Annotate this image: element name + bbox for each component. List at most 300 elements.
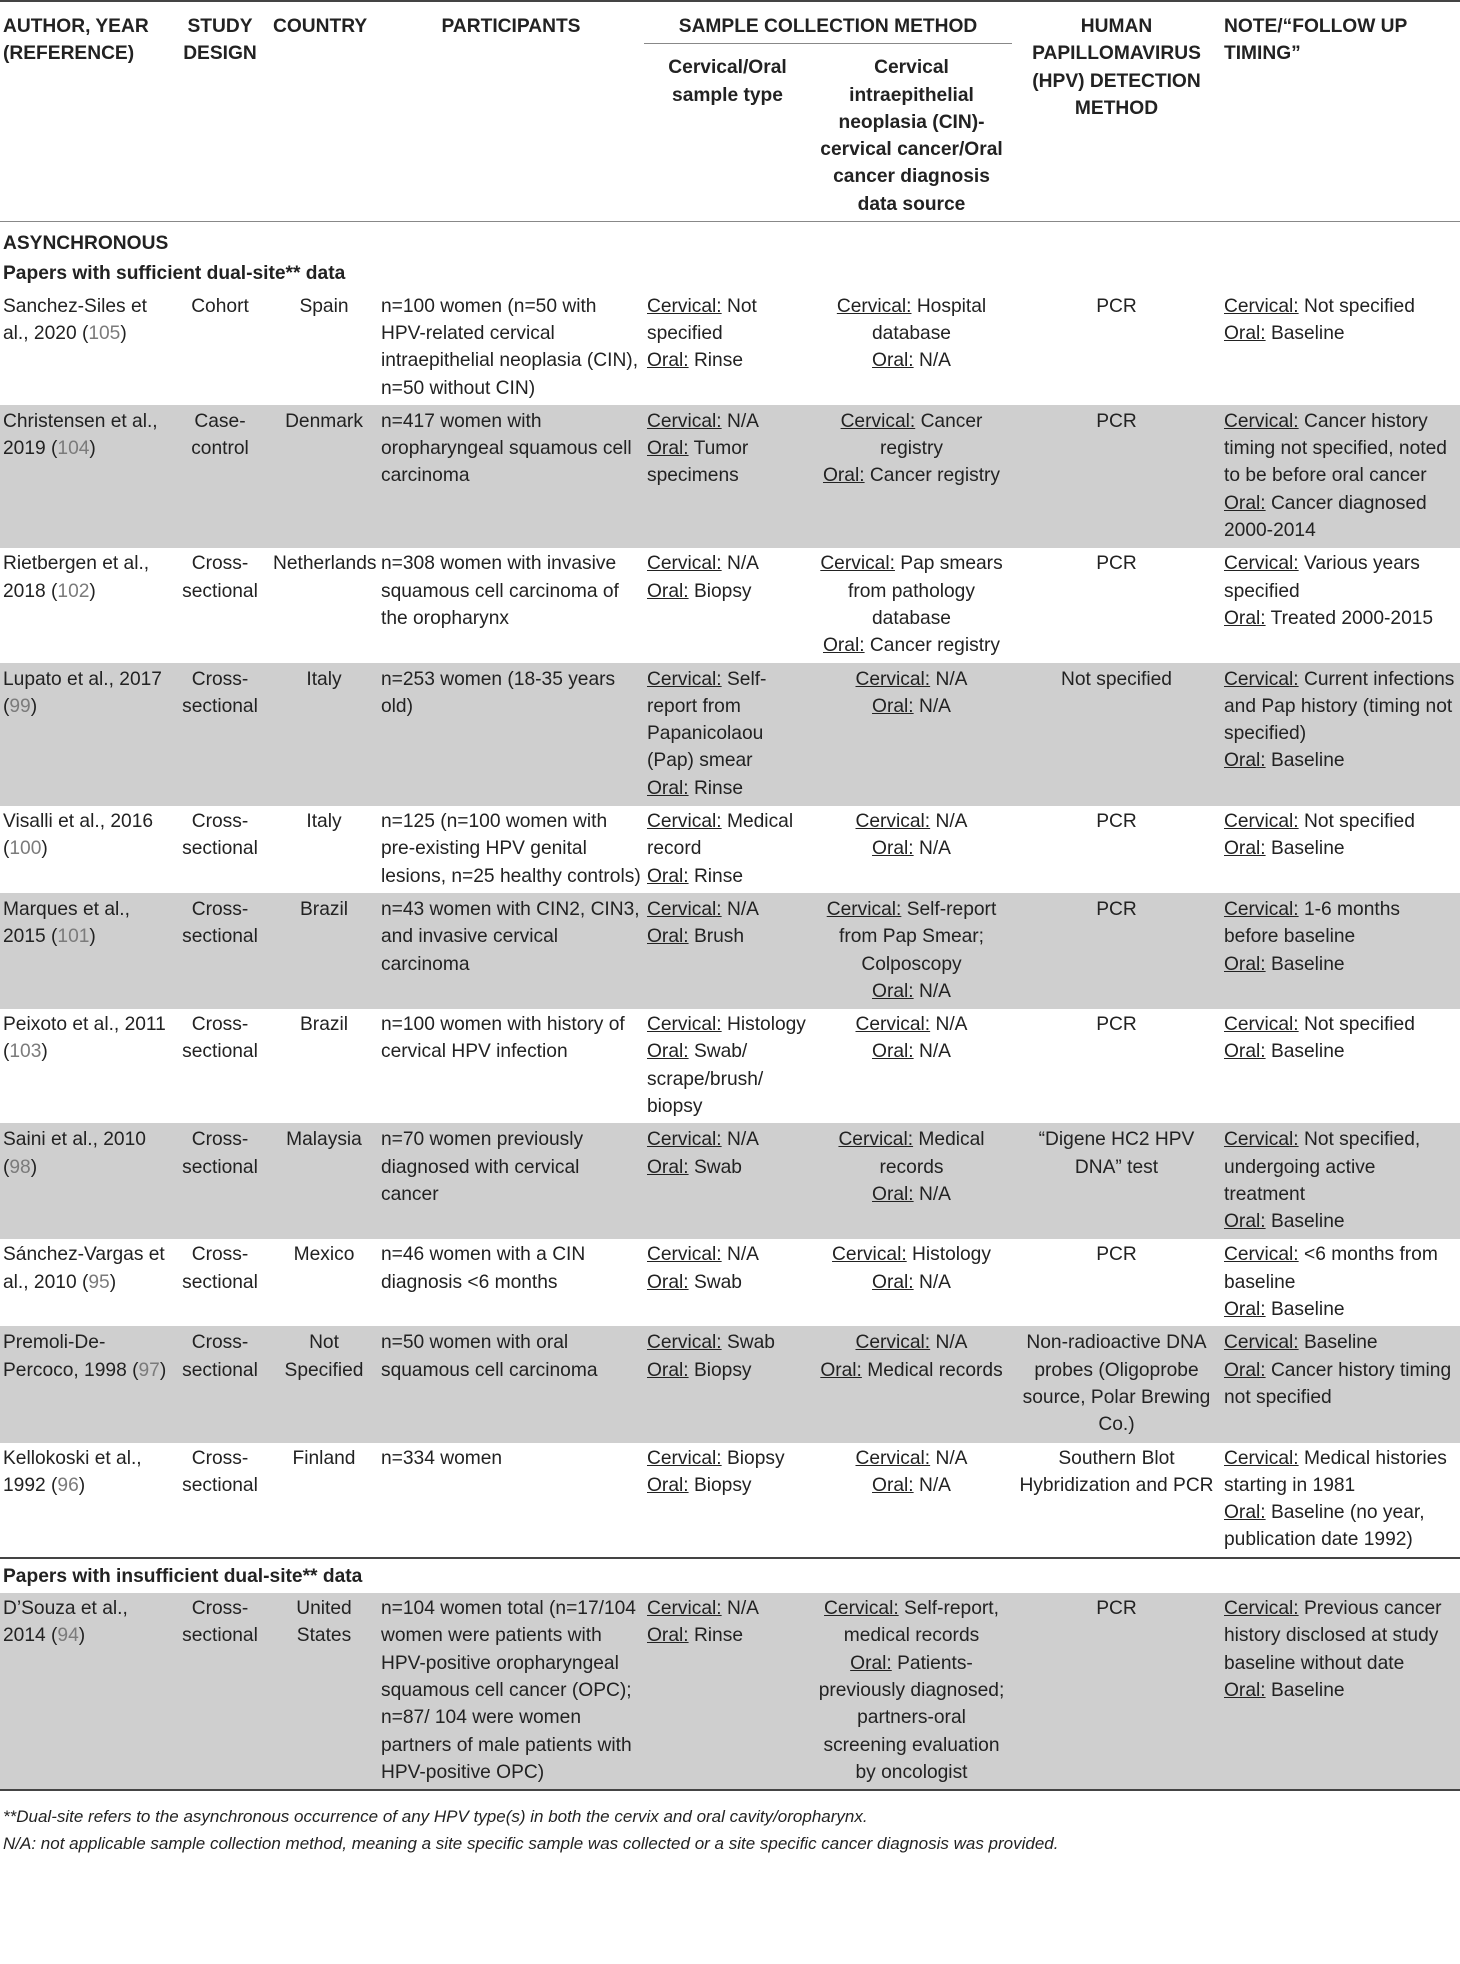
- note-oral-label: Oral:: [1224, 1679, 1266, 1701]
- section-row: [0, 222, 1460, 261]
- diagnosis-oral: [814, 347, 1009, 374]
- cell-diagnosis-source: [811, 1327, 1012, 1442]
- cell-author: [0, 1593, 170, 1790]
- note-oral: [1224, 951, 1457, 978]
- diagnosis-oral: [814, 978, 1009, 1005]
- cell-author: [0, 548, 170, 663]
- reference-link[interactable]: 99: [9, 695, 31, 717]
- sample-oral: [647, 435, 808, 490]
- cell-design: Case-control: [170, 405, 270, 547]
- cell-participants: n=50 women with oral squamous cell carcinoma: [378, 1327, 644, 1442]
- sample-cervical-value: Biopsy: [726, 1447, 785, 1469]
- sample-cervical-value: Self-report from Papanicolaou (Pap) smear: [647, 668, 767, 772]
- sample-cervical: [647, 1126, 808, 1153]
- reference-link[interactable]: 97: [138, 1359, 160, 1381]
- cell-design: Cohort: [170, 291, 270, 406]
- sample-cervical: [647, 1011, 808, 1038]
- note-cervical: [1224, 1241, 1457, 1296]
- author-text: D’Souza et al., 2014 (: [3, 1598, 128, 1647]
- sample-oral-label: Oral:: [647, 926, 689, 948]
- cell-detection: PCR: [1012, 1593, 1221, 1790]
- sample-cervical: [647, 408, 808, 435]
- cell-sample-type: [644, 806, 811, 894]
- diagnosis-cervical-value: N/A: [935, 1014, 968, 1036]
- cell-sample-type: [644, 548, 811, 663]
- header-row: [0, 1, 1460, 44]
- note-oral: [1224, 1038, 1457, 1065]
- note-oral-value: Cancer history timing not specified: [1224, 1359, 1452, 1408]
- note-cervical: [1224, 1126, 1457, 1208]
- diagnosis-cervical: [814, 896, 1009, 978]
- note-oral-value: Baseline: [1270, 838, 1345, 860]
- diagnosis-oral-label: Oral:: [872, 1041, 914, 1063]
- col-country: COUNTRY: [270, 1, 378, 222]
- note-cervical: [1224, 1011, 1457, 1038]
- diagnosis-cervical-value: Self-report, medical records: [843, 1598, 999, 1647]
- cell-design: Cross-sectional: [170, 1239, 270, 1327]
- sample-oral: [647, 1269, 808, 1296]
- sample-oral-value: Rinse: [693, 350, 743, 372]
- cell-country: United States: [270, 1593, 378, 1790]
- diagnosis-oral-value: Patients-previously diagnosed; partners-oral screening evaluation by oncologist: [818, 1652, 1005, 1783]
- sample-cervical-value: Swab: [726, 1332, 775, 1354]
- note-oral: [1224, 1499, 1457, 1554]
- diagnosis-cervical: [814, 293, 1009, 348]
- cell-sample-type: [644, 1593, 811, 1790]
- note-cervical-value: Cancer history timing not specified, noted to be before oral cancer: [1224, 410, 1447, 487]
- table-body: [0, 222, 1460, 1791]
- note-cervical-label: Cervical:: [1224, 1447, 1299, 1469]
- footnotes: [0, 1791, 1460, 1857]
- cell-sample-type: [644, 405, 811, 547]
- sample-oral: [647, 1154, 808, 1181]
- diagnosis-cervical: [814, 808, 1009, 835]
- note-cervical: [1224, 896, 1457, 951]
- sample-cervical-label: Cervical:: [647, 811, 722, 833]
- cell-diagnosis-source: [811, 663, 1012, 805]
- sample-oral-value: Tumor specimens: [647, 438, 749, 487]
- cell-detection: PCR: [1012, 1009, 1221, 1124]
- cell-note: [1221, 1442, 1460, 1558]
- diagnosis-cervical-label: Cervical:: [838, 1129, 914, 1151]
- cell-sample-type: [644, 1327, 811, 1442]
- reference-link[interactable]: 96: [57, 1474, 79, 1496]
- diagnosis-cervical-label: Cervical:: [855, 811, 931, 833]
- cell-author: [0, 1327, 170, 1442]
- note-oral-label: Oral:: [1224, 1211, 1266, 1233]
- sample-cervical-label: Cervical:: [647, 1244, 722, 1266]
- cell-author: [0, 1124, 170, 1239]
- sample-oral-value: Biopsy: [693, 1359, 752, 1381]
- note-oral: [1224, 320, 1457, 347]
- sample-oral: [647, 1622, 808, 1649]
- cell-country: Netherlands: [270, 548, 378, 663]
- diagnosis-oral: [814, 1472, 1009, 1499]
- sample-oral-label: Oral:: [647, 1625, 689, 1647]
- cell-note: [1221, 1327, 1460, 1442]
- note-oral-value: Baseline: [1270, 1679, 1345, 1701]
- note-oral-value: Baseline: [1270, 1211, 1345, 1233]
- sample-oral-label: Oral:: [647, 777, 689, 799]
- diagnosis-oral: [814, 632, 1009, 659]
- footnote-dual-site: **Dual-site refers to the asynchronous occurrence of any HPV type(s) in both the cervix and oral cavity/oropharynx.: [3, 1807, 868, 1827]
- reference-link[interactable]: 105: [88, 322, 121, 344]
- col-design: STUDY DESIGN: [170, 1, 270, 222]
- cell-design: Cross-sectional: [170, 1442, 270, 1558]
- group-row: [0, 260, 1460, 290]
- diagnosis-cervical-label: Cervical:: [836, 295, 912, 317]
- cell-detection: PCR: [1012, 405, 1221, 547]
- sample-cervical-value: N/A: [726, 553, 759, 575]
- diagnosis-cervical: [814, 550, 1009, 632]
- author-text: Marques et al., 2015 (: [3, 898, 130, 948]
- diagnosis-cervical: [814, 1445, 1009, 1472]
- sample-oral-label: Oral:: [647, 1359, 689, 1381]
- cell-author: [0, 663, 170, 805]
- author-close: ): [159, 1359, 167, 1381]
- group1-title: Papers with sufficient dual-site** data: [3, 263, 346, 285]
- diagnosis-oral: [814, 835, 1009, 862]
- diagnosis-oral-label: Oral:: [872, 1183, 914, 1205]
- diagnosis-cervical-value: Pap smears from pathology database: [848, 553, 1003, 629]
- note-cervical: [1224, 1329, 1457, 1356]
- cell-detection: Southern Blot Hybridization and PCR: [1012, 1442, 1221, 1558]
- cell-detection: Not specified: [1012, 663, 1221, 805]
- sample-cervical-label: Cervical:: [647, 898, 722, 920]
- note-cervical: [1224, 1445, 1457, 1500]
- group2-title: Papers with insufficient dual-site** data: [3, 1565, 363, 1587]
- note-oral-label: Oral:: [1224, 838, 1266, 860]
- note-cervical: [1224, 408, 1457, 490]
- cell-author: [0, 893, 170, 1008]
- note-cervical-label: Cervical:: [1224, 295, 1299, 317]
- cell-note: [1221, 1593, 1460, 1790]
- diagnosis-cervical-value: N/A: [935, 1447, 968, 1469]
- table-row: [0, 1593, 1460, 1790]
- cell-diagnosis-source: [811, 1009, 1012, 1124]
- diagnosis-cervical-label: Cervical:: [824, 1598, 899, 1620]
- diagnosis-cervical-value: Medical records: [879, 1129, 985, 1178]
- sample-oral: [647, 1357, 808, 1384]
- reference-link[interactable]: 103: [9, 1041, 42, 1063]
- note-oral: [1224, 1296, 1457, 1323]
- cell-diagnosis-source: [811, 405, 1012, 547]
- cell-diagnosis-source: [811, 893, 1012, 1008]
- note-oral-label: Oral:: [1224, 1041, 1266, 1063]
- note-cervical: [1224, 666, 1457, 748]
- author-text: Saini et al., 2010 (: [3, 1129, 146, 1178]
- diagnosis-cervical: [814, 1126, 1009, 1181]
- author-text: Premoli-De-Percoco, 1998 (: [3, 1332, 139, 1381]
- sample-oral-value: Biopsy: [693, 1474, 752, 1496]
- sample-cervical: [647, 293, 808, 348]
- table-row: [0, 1009, 1460, 1124]
- note-cervical-value: 1-6 months before baseline: [1224, 898, 1400, 948]
- note-cervical-value: Various years specified: [1224, 553, 1420, 602]
- cell-country: Spain: [270, 291, 378, 406]
- sample-oral-label: Oral:: [647, 438, 689, 460]
- sample-cervical: [647, 896, 808, 923]
- sample-oral-value: Swab: [693, 1156, 742, 1178]
- cell-country: Finland: [270, 1442, 378, 1558]
- author-text: Sanchez-Siles et al., 2020 (: [3, 295, 147, 344]
- cell-detection: PCR: [1012, 893, 1221, 1008]
- cell-detection: PCR: [1012, 548, 1221, 663]
- note-cervical-value: Not specified: [1303, 295, 1415, 317]
- diagnosis-oral-label: Oral:: [872, 350, 914, 372]
- sample-cervical-value: N/A: [726, 898, 759, 920]
- cell-sample-type: [644, 893, 811, 1008]
- diagnosis-cervical-label: Cervical:: [855, 668, 931, 690]
- cell-design: Cross-sectional: [170, 1327, 270, 1442]
- diagnosis-oral-value: Cancer registry: [869, 635, 1001, 657]
- author-text: Lupato et al., 2017 (: [3, 668, 162, 717]
- footnote-na: N/A: not applicable sample collection method, meaning a site specific sample was collected or a site specific cancer diagnosis was provided.: [3, 1834, 1059, 1854]
- sample-oral-value: Rinse: [693, 1625, 743, 1647]
- note-cervical: [1224, 1595, 1457, 1677]
- sample-cervical-value: Medical record: [647, 811, 794, 860]
- note-cervical-label: Cervical:: [1224, 1244, 1299, 1266]
- note-oral: [1224, 1677, 1457, 1704]
- table-row: [0, 806, 1460, 894]
- cell-participants: n=100 women (n=50 with HPV-related cervical intraepithelial neoplasia (CIN), n=50 without CIN): [378, 291, 644, 406]
- note-oral-value: Treated 2000-2015: [1270, 607, 1434, 629]
- cell-note: [1221, 291, 1460, 406]
- diagnosis-cervical-value: Self-report from Pap Smear; Colposcopy: [838, 898, 997, 975]
- note-oral-label: Oral:: [1224, 1299, 1266, 1321]
- reference-link[interactable]: 100: [9, 838, 42, 860]
- diagnosis-cervical: [814, 1011, 1009, 1038]
- col-sample-type: Cervical/Oral sample type: [644, 44, 811, 222]
- note-cervical: [1224, 293, 1457, 320]
- diagnosis-cervical-value: Cancer registry: [880, 410, 983, 460]
- note-oral-label: Oral:: [1224, 1502, 1266, 1524]
- sample-cervical-label: Cervical:: [647, 668, 722, 690]
- note-oral: [1224, 605, 1457, 632]
- note-cervical-value: Current infections and Pap history (timing not specified): [1224, 668, 1455, 745]
- cell-sample-type: [644, 291, 811, 406]
- sample-cervical-label: Cervical:: [647, 1129, 722, 1151]
- sample-oral: [647, 1472, 808, 1499]
- sample-cervical-value: N/A: [726, 1129, 759, 1151]
- diagnosis-oral: [814, 1181, 1009, 1208]
- note-cervical-label: Cervical:: [1224, 1129, 1299, 1151]
- col-author: AUTHOR, YEAR (REFERENCE): [0, 1, 170, 222]
- author-close: ): [89, 438, 96, 460]
- cell-diagnosis-source: [811, 1239, 1012, 1327]
- cell-participants: n=308 women with invasive squamous cell carcinoma of the oropharynx: [378, 548, 644, 663]
- cell-design: Cross-sectional: [170, 1124, 270, 1239]
- diagnosis-oral-value: Cancer registry: [869, 465, 1001, 487]
- col-diagnosis-source: Cervical intraepithelial neoplasia (CIN)-cervical cancer/Oral cancer diagnosis data source: [811, 44, 1012, 222]
- author-text: Peixoto et al., 2011 (: [3, 1014, 166, 1063]
- cell-detection: Non-radioactive DNA probes (Oligoprobe source, Polar Brewing Co.): [1012, 1327, 1221, 1442]
- cell-participants: n=417 women with oropharyngeal squamous cell carcinoma: [378, 405, 644, 547]
- cell-participants: n=334 women: [378, 1442, 644, 1558]
- cell-design: Cross-sectional: [170, 893, 270, 1008]
- reference-link[interactable]: 101: [57, 926, 90, 948]
- note-cervical-value: Medical histories starting in 1981: [1224, 1447, 1447, 1496]
- diagnosis-oral-value: N/A: [918, 1041, 951, 1063]
- cell-diagnosis-source: [811, 291, 1012, 406]
- table-row: [0, 1124, 1460, 1239]
- cell-diagnosis-source: [811, 548, 1012, 663]
- sample-cervical: [647, 550, 808, 577]
- note-cervical-value: Not specified: [1303, 811, 1415, 833]
- sample-oral: [647, 578, 808, 605]
- sample-cervical: [647, 1595, 808, 1622]
- cell-note: [1221, 1009, 1460, 1124]
- diagnosis-cervical: [814, 1595, 1009, 1650]
- author-text: Sánchez-Vargas et al., 2010 (: [3, 1244, 165, 1293]
- cell-participants: n=100 women with history of cervical HPV infection: [378, 1009, 644, 1124]
- table-row: [0, 1239, 1460, 1327]
- diagnosis-oral-label: Oral:: [872, 980, 914, 1002]
- cell-diagnosis-source: [811, 1593, 1012, 1790]
- author-close: ): [89, 926, 96, 948]
- diagnosis-oral: [814, 693, 1009, 720]
- sample-cervical: [647, 808, 808, 863]
- note-cervical-label: Cervical:: [1224, 811, 1299, 833]
- cell-design: Cross-sectional: [170, 663, 270, 805]
- cell-author: [0, 1009, 170, 1124]
- reference-link[interactable]: 102: [57, 580, 90, 602]
- sample-cervical-label: Cervical:: [647, 410, 722, 432]
- note-oral: [1224, 1208, 1457, 1235]
- cell-note: [1221, 893, 1460, 1008]
- note-oral-value: Baseline: [1270, 1041, 1345, 1063]
- cell-country: Italy: [270, 806, 378, 894]
- reference-link[interactable]: 95: [88, 1271, 110, 1293]
- diagnosis-cervical-value: N/A: [935, 1332, 968, 1354]
- note-oral-value: Baseline (no year, publication date 1992): [1224, 1502, 1425, 1551]
- diagnosis-cervical-value: Hospital database: [872, 295, 987, 344]
- cell-design: Cross-sectional: [170, 1593, 270, 1790]
- sample-cervical-label: Cervical:: [647, 553, 722, 575]
- note-oral-label: Oral:: [1224, 750, 1266, 772]
- sample-oral-label: Oral:: [647, 1156, 689, 1178]
- cell-note: [1221, 405, 1460, 547]
- table-row: [0, 405, 1460, 547]
- diagnosis-oral-label: Oral:: [822, 465, 865, 487]
- cell-detection: PCR: [1012, 806, 1221, 894]
- reference-link[interactable]: 104: [57, 438, 90, 460]
- author-close: ): [78, 1625, 86, 1647]
- note-cervical-value: <6 months from baseline: [1224, 1244, 1438, 1293]
- author-close: ): [41, 1041, 48, 1063]
- cell-note: [1221, 806, 1460, 894]
- cell-detection: “Digene HC2 HPV DNA” test: [1012, 1124, 1221, 1239]
- cell-participants: n=253 women (18-35 years old): [378, 663, 644, 805]
- diagnosis-oral: [814, 1357, 1009, 1384]
- sample-cervical-value: N/A: [726, 410, 759, 432]
- sample-oral-label: Oral:: [647, 865, 689, 887]
- diagnosis-oral-value: Medical records: [867, 1359, 1003, 1381]
- cell-participants: n=125 (n=100 women with pre-existing HPV genital lesions, n=25 healthy controls): [378, 806, 644, 894]
- table-row: [0, 291, 1460, 406]
- sample-cervical: [647, 1445, 808, 1472]
- cell-sample-type: [644, 663, 811, 805]
- diagnosis-oral-value: N/A: [918, 1474, 951, 1496]
- diagnosis-cervical-label: Cervical:: [855, 1447, 931, 1469]
- author-text: Kellokoski et al., 1992 (: [3, 1447, 142, 1496]
- sample-oral-label: Oral:: [647, 1474, 689, 1496]
- sample-oral-value: Swab/ scrape/brush/ biopsy: [647, 1041, 764, 1117]
- cell-author: [0, 405, 170, 547]
- cell-detection: PCR: [1012, 291, 1221, 406]
- note-cervical-label: Cervical:: [1224, 553, 1299, 575]
- author-close: ): [120, 322, 127, 344]
- diagnosis-oral-value: N/A: [918, 980, 951, 1002]
- author-close: ): [109, 1271, 117, 1293]
- diagnosis-oral-label: Oral:: [820, 1359, 862, 1381]
- sample-oral-label: Oral:: [647, 580, 689, 602]
- diagnosis-oral-label: Oral:: [872, 695, 914, 717]
- table-row: [0, 548, 1460, 663]
- cell-participants: n=43 women with CIN2, CIN3, and invasive cervical carcinoma: [378, 893, 644, 1008]
- note-oral: [1224, 747, 1457, 774]
- cell-diagnosis-source: [811, 806, 1012, 894]
- cell-country: Denmark: [270, 405, 378, 547]
- cell-country: Brazil: [270, 1009, 378, 1124]
- cell-design: Cross-sectional: [170, 548, 270, 663]
- sample-cervical: [647, 666, 808, 775]
- section-title: ASYNCHRONOUS: [3, 233, 169, 255]
- sample-cervical-label: Cervical:: [647, 1332, 722, 1354]
- sample-cervical-label: Cervical:: [647, 1447, 722, 1469]
- reference-link[interactable]: 98: [9, 1156, 31, 1178]
- note-cervical-value: Not specified: [1303, 1014, 1415, 1036]
- diagnosis-oral-label: Oral:: [872, 1474, 914, 1496]
- diagnosis-cervical-label: Cervical:: [820, 553, 895, 575]
- cell-detection: PCR: [1012, 1239, 1221, 1327]
- cell-note: [1221, 1124, 1460, 1239]
- reference-link[interactable]: 94: [57, 1625, 79, 1647]
- sample-oral-value: Rinse: [693, 865, 743, 887]
- note-cervical-label: Cervical:: [1224, 1014, 1299, 1036]
- note-cervical-value: Not specified, undergoing active treatment: [1224, 1129, 1421, 1205]
- diagnosis-cervical-label: Cervical:: [855, 1332, 931, 1354]
- diagnosis-cervical-label: Cervical:: [840, 410, 916, 432]
- diagnosis-oral-value: N/A: [918, 1271, 951, 1293]
- cell-author: [0, 1239, 170, 1327]
- diagnosis-cervical-value: N/A: [935, 811, 968, 833]
- cell-sample-type: [644, 1124, 811, 1239]
- note-oral-value: Baseline: [1270, 1299, 1345, 1321]
- note-oral-label: Oral:: [1224, 607, 1266, 629]
- sample-oral: [647, 863, 808, 890]
- cell-sample-type: [644, 1442, 811, 1558]
- sample-oral-value: Rinse: [693, 777, 743, 799]
- note-oral-label: Oral:: [1224, 322, 1266, 344]
- cell-sample-type: [644, 1239, 811, 1327]
- diagnosis-oral: [814, 1650, 1009, 1786]
- note-cervical: [1224, 550, 1457, 605]
- diagnosis-oral-label: Oral:: [850, 1652, 892, 1674]
- col-note: NOTE/“FOLLOW UP TIMING”: [1221, 1, 1460, 222]
- sample-cervical-label: Cervical:: [647, 1014, 722, 1036]
- note-cervical-label: Cervical:: [1224, 410, 1299, 432]
- sample-cervical-value: Histology: [726, 1014, 806, 1036]
- sample-oral-label: Oral:: [647, 1271, 689, 1293]
- author-close: ): [41, 838, 48, 860]
- cell-participants: n=46 women with a CIN diagnosis <6 months: [378, 1239, 644, 1327]
- col-sample-collection: SAMPLE COLLECTION METHOD: [644, 1, 1012, 44]
- cell-country: Mexico: [270, 1239, 378, 1327]
- cell-note: [1221, 548, 1460, 663]
- diagnosis-oral-value: N/A: [918, 838, 951, 860]
- diagnosis-cervical-value: Histology: [912, 1244, 991, 1266]
